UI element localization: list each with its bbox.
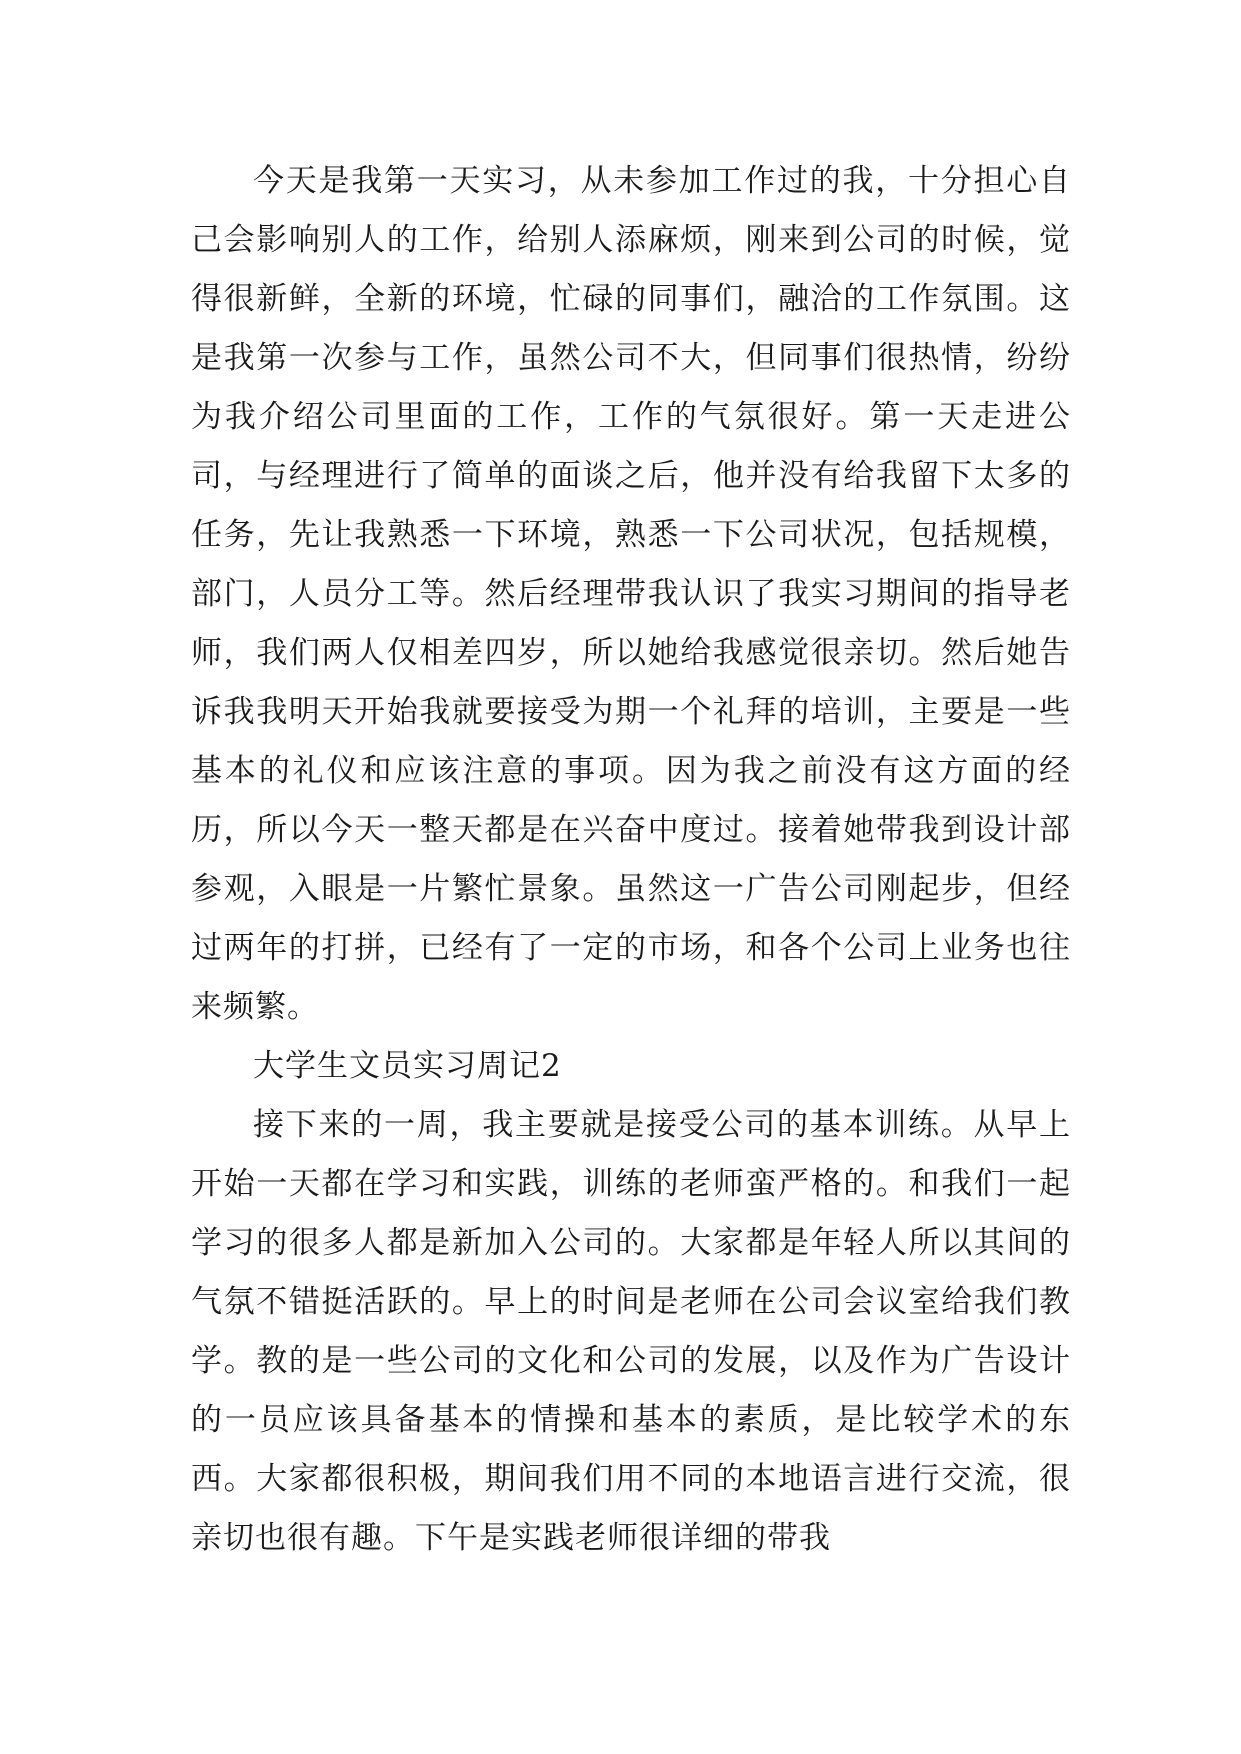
paragraph: 今天是我第一天实习，从未参加工作过的我，十分担心自己会影响别人的工作，给别人添麻烦，刚来到公司的时候，觉得很新鲜，全新的环境，忙碌的同事们，融洽的工作氛围。这是我第一次参与工作，虽然公司不大，但同事们很热情，纷纷为我介绍公司里面的工作，工作的气氛很好。第一天走进公司，与经理进行了简单的面谈之后，他并没有给我留下太多的任务，先让我熟悉一下环境，熟悉一下公司状况，包括规模，部门，人员分工等。然后经理带我认识了我实习期间的指导老师，我们两人仅相差四岁，所以她给我感觉很亲切。然后她告诉我我明天开始我就要接受为期一个礼拜的培训，主要是一些基本的礼仪和应该注意的事项。因为我之前没有这方面的经历，所以今天一整天都是在兴奋中度过。接着她带我到设计部参观，入眼是一片繁忙景象。虽然这一广告公司刚起步，但经过两年的打拼，已经有了一定的市场，和各个公司上业务也往来频繁。 <box>191 163 1071 1025</box>
paragraph: 接下来的一周，我主要就是接受公司的基本训练。从早上开始一天都在学习和实践，训练的老师蛮严格的。和我们一起学习的很多人都是新加入公司的。大家都是年轻人所以其间的气氛不错挺活跃的。早上的时间是老师在公司会议室给我们教学。教的是一些公司的文化和公司的发展，以及作为广告设计的一员应该具备基本的情操和基本的素质，是比较学术的东西。大家都很积极，期间我们用不同的本地语言进行交流，很亲切也很有趣。下午是实践老师很详细的带我 <box>191 1107 1071 1556</box>
section-heading: 大学生文员实习周记2 <box>253 1048 562 1084</box>
document-body <box>191 152 1071 1568</box>
